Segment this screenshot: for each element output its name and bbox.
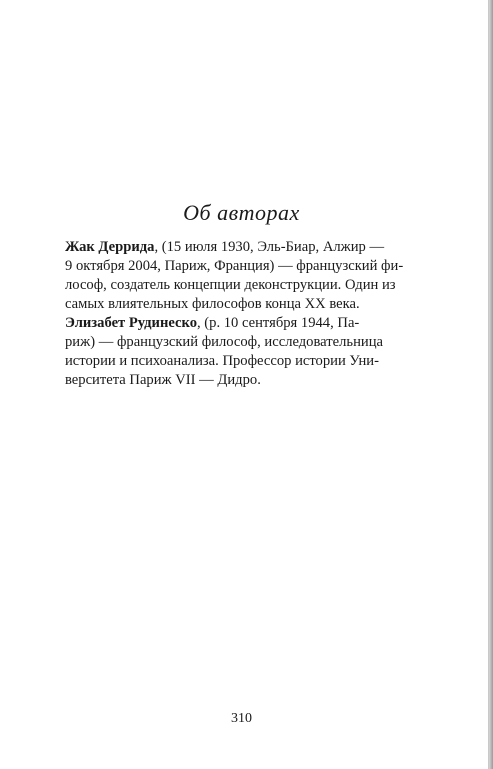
author-bio-line: 9 октября 2004, Париж, Франция) — французский фи-	[65, 258, 404, 274]
author-bio-line: самых влиятельных философов конца XX века.	[65, 296, 360, 312]
authors-list	[65, 238, 421, 390]
author-bio-line: , (15 июля 1930, Эль-Биар, Алжир —	[154, 239, 385, 255]
page-number: 310	[231, 711, 252, 726]
author-name: Жак Деррида	[65, 239, 155, 255]
author-name: Элизабет Рудинеско	[65, 315, 197, 331]
author-entry-derrida	[65, 238, 421, 314]
author-entry-roudinesco	[65, 314, 421, 390]
author-bio-line: верситета Париж VII — Дидро.	[65, 372, 261, 388]
author-bio-line: , (р. 10 сентября 1944, Па-	[197, 315, 360, 331]
author-bio-line: истории и психоанализа. Профессор истории Уни-	[65, 353, 379, 369]
author-bio-line: лософ, создатель концепции деконструкции. Один из	[65, 277, 396, 293]
section-heading: Об авторах	[183, 200, 300, 225]
author-bio-line: риж) — французский философ, исследовательница	[65, 334, 383, 350]
page-edge	[489, 0, 493, 769]
